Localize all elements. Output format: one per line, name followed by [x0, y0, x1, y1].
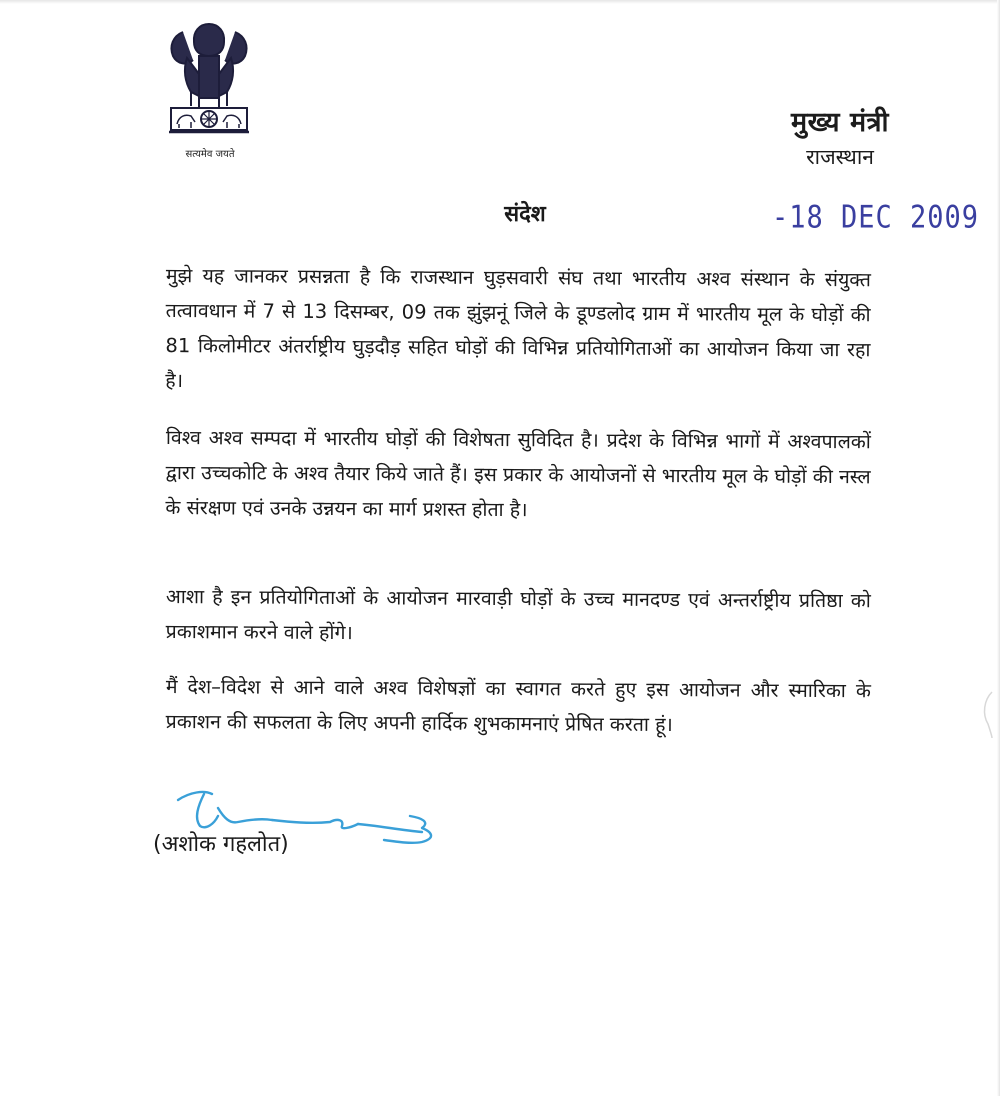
signatory-name: (अशोक गहलोत)	[153, 832, 289, 857]
designation-block	[740, 102, 940, 171]
paragraph-2: विश्व अश्व सम्पदा में भारतीय घोड़ों की विशेषता सुविदित है। प्रदेश के विभिन्न भागों में अश्वपालकों द्वारा उच्चकोटि के अश्व तैयार किये जाते हैं। इस प्रकार के आयोजनों से भारतीय मूल के घोड़ों की नस्ल के संरक्षण एवं उनके उन्नयन का मार्ग प्रशस्त होता है।	[165, 425, 871, 522]
designation-title: मुख्य मंत्री	[790, 107, 890, 138]
date-stamp: -18 DEC 2009	[772, 200, 980, 236]
state-emblem-icon	[163, 18, 255, 142]
paragraph-1: मुझे यह जानकर प्रसन्नता है कि राजस्थान घुड़सवारी संघ तथा भारतीय अश्व संस्थान के संयुक्त तत्वावधान में 7 से 13 दिसम्बर, 09 तक झुंझनूं जिले के डूण्डलोद ग्राम में भारतीय मूल के घोड़ों की 81 किलोमीटर अंतर्राष्ट्रीय घुड़दौड़ सहित घोड़ों की विभिन्न प्रतियोगिताओं का आयोजन किया जा रहा है।	[165, 263, 871, 393]
designation-state: राजस्थान	[806, 145, 874, 169]
scan-edge-top	[0, 0, 1000, 4]
letter-heading: संदेश	[504, 202, 546, 227]
scan-edge-mark	[980, 690, 994, 740]
emblem-motto: सत्यमेव जयते	[185, 149, 235, 160]
paragraph-3: आशा है इन प्रतियोगिताओं के आयोजन मारवाड़ी घोड़ों के उच्च मानदण्ड एवं अन्तर्राष्ट्रीय प्रतिष्ठा को प्रकाशमान करने वाले होंगे।	[165, 584, 871, 645]
paragraph-4: मैं देश–विदेश से आने वाले अश्व विशेषज्ञों का स्वागत करते हुए इस आयोजन और स्मारिका के प्रकाशन की सफलता के लिए अपनी हार्दिक शुभकामनाएं प्रेषित करता हूं।	[165, 674, 871, 737]
